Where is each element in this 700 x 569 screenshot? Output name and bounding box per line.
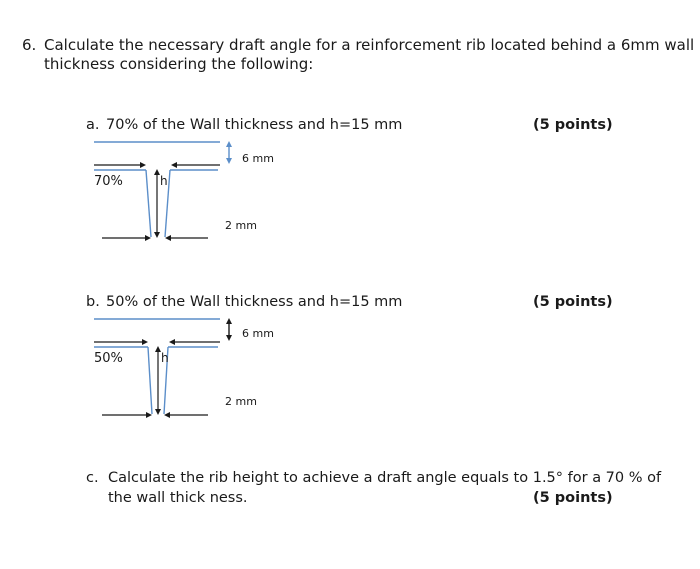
question-number: 6. bbox=[22, 36, 37, 54]
bottom-width-label: 2 mm bbox=[225, 395, 257, 408]
part-b-text: 50% of the Wall thickness and h=15 mm bbox=[106, 294, 403, 310]
part-c-points: (5 points) bbox=[533, 490, 613, 506]
rib-diagram-a bbox=[88, 140, 308, 250]
part-c-text-line2: the wall thick ness. bbox=[108, 490, 248, 506]
bottom-arrow-right bbox=[165, 235, 208, 241]
wall-thickness-arrow bbox=[226, 318, 232, 341]
wall-thickness-label: 6 mm bbox=[242, 152, 274, 165]
part-b-points: (5 points) bbox=[533, 294, 613, 310]
rib-diagram-b bbox=[88, 317, 308, 427]
bottom-width-label: 2 mm bbox=[225, 219, 257, 232]
wall-thickness-label: 6 mm bbox=[242, 327, 274, 340]
part-c-text-line1: Calculate the rib height to achieve a draft angle equals to 1.5° for a 70 % of bbox=[108, 470, 662, 486]
question-text-line1: Calculate the necessary draft angle for a reinforcement rib located behind a 6mm wall bbox=[44, 36, 695, 54]
part-c-letter: c. bbox=[86, 470, 99, 486]
part-a-letter: a. bbox=[86, 117, 100, 133]
wall-thickness-arrow bbox=[226, 141, 232, 164]
part-b-letter: b. bbox=[86, 294, 100, 310]
part-a-text: 70% of the Wall thickness and h=15 mm bbox=[106, 117, 403, 133]
percent-arrow-left bbox=[94, 339, 148, 345]
percent-arrow-right bbox=[171, 162, 220, 168]
percent-arrow-left bbox=[94, 162, 146, 168]
height-label: h bbox=[160, 174, 168, 188]
rib-left-edge bbox=[146, 170, 151, 237]
part-a-points: (5 points) bbox=[533, 117, 613, 133]
percent-label: 50% bbox=[94, 351, 123, 366]
height-label: h bbox=[161, 351, 169, 365]
question-text-line2: thickness considering the following: bbox=[44, 55, 314, 73]
bottom-arrow-left bbox=[102, 235, 151, 241]
bottom-arrow-left bbox=[102, 412, 152, 418]
bottom-arrow-right bbox=[164, 412, 208, 418]
rib-left-edge bbox=[148, 347, 152, 414]
percent-arrow-right bbox=[169, 339, 220, 345]
percent-label: 70% bbox=[94, 174, 123, 189]
